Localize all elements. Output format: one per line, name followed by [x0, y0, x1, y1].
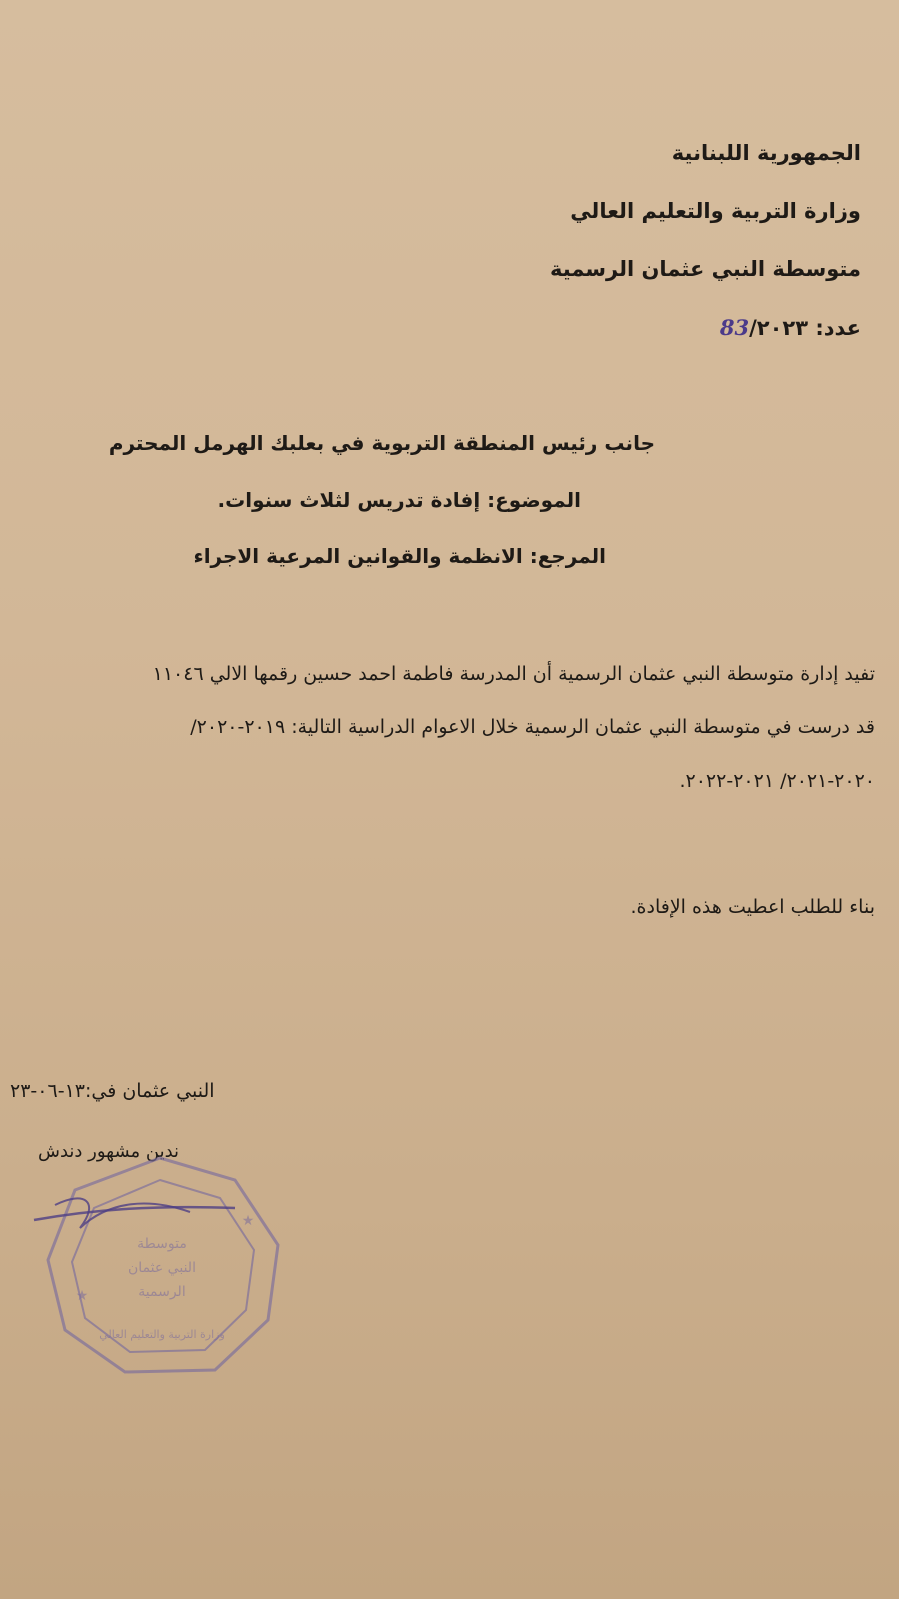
place-date-line: النبي عثمان في:١٣-٠٦-٢٣ [10, 1080, 215, 1102]
official-stamp-icon [30, 1150, 290, 1380]
republic-heading: الجمهورية اللبنانية [671, 141, 861, 165]
school-heading: متوسطة النبي عثمان الرسمية [550, 257, 861, 281]
closing-line: بناء للطلب اعطيت هذه الإفادة. [630, 896, 875, 918]
ministry-heading: وزارة التربية والتعليم العالي [570, 199, 861, 223]
signatory-name: ندين مشهور دندش [38, 1141, 180, 1162]
body-line-3: ٢٠٢٠-٢٠٢١/ ٢٠٢١-٢٠٢٢. [679, 770, 875, 792]
reference-line: المرجع: الانظمة والقوانين المرعية الاجراء [193, 544, 606, 568]
recipient-line: جانب رئيس المنطقة التربوية في بعلبك الهرمل المحترم [108, 431, 655, 455]
reference-year: /٢٠٢٣ [749, 316, 809, 340]
reference-label: عدد: [815, 316, 861, 340]
stamp-text-2: النبي عثمان [128, 1260, 196, 1276]
body-line-1: تفيد إدارة متوسطة النبي عثمان الرسمية أن المدرسة فاطمة احمد حسين رقمها الالي ١١٠٤٦ [152, 663, 875, 685]
stamp-text-3: الرسمية [138, 1284, 186, 1300]
stamp-text-1: متوسطة [137, 1236, 187, 1252]
stamp-ring-text: وزارة التربية والتعليم العالي [99, 1328, 225, 1341]
body-line-2: قد درست في متوسطة النبي عثمان الرسمية خلال الاعوام الدراسية التالية: ٢٠١٩-٢٠٢٠/ [190, 716, 875, 738]
svg-text:★: ★ [75, 1288, 89, 1304]
reference-handwritten-number: 83 [719, 315, 750, 340]
svg-text:★: ★ [241, 1213, 255, 1229]
subject-line: الموضوع: إفادة تدريس لثلاث سنوات. [217, 488, 581, 512]
reference-number [720, 317, 861, 339]
